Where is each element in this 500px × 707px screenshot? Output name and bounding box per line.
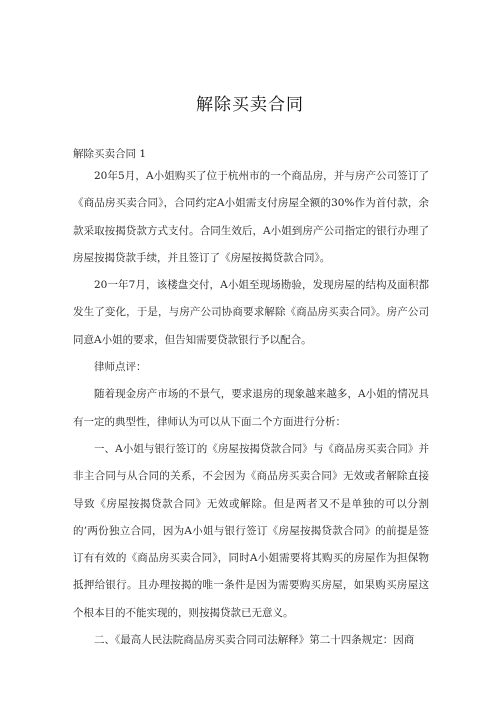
paragraph: 随着现金房产市场的不景气，要求退房的现象越来越多，A小姐的情况具有一定的典型性，律师认为可以从下面二个方面进行分析：	[73, 388, 429, 428]
paragraph: 20年5月，A小姐购买了位于杭州市的一个商品房，并与房产公司签订了《商品房买卖合同》，合同约定A小姐需支付房屋全额的30%作为首付款，余款采取按揭贷款方式支付。合同生效后，A小姐到房产公司指定的银行办理了房屋按揭贷款手续，并且签订了《房屋按揭贷款合同》。	[73, 170, 429, 264]
paragraph: 二、《最高人民法院商品房买卖合同司法解释》第二十四条规定：因商	[94, 634, 415, 647]
paragraph: 律师点评：	[94, 361, 147, 374]
page-title: 解除买卖合同	[196, 95, 304, 115]
paragraph: 一、A小姐与银行签订的《房屋按揭贷款合同》与《商品房买卖合同》并非主合同与从合同的关系，不会因为《商品房买卖合同》无效或者解除直接导致《房屋按揭贷款合同》无效或解除。但是两者又不是单独的可以分割的’两份独立合同，因为A小姐与银行签订《房屋按揭贷款合同》的前提是签订有有效的《商品房买卖合同》，同时A小姐需要将其购买的房屋作为担保物抵押给银行。且办理按揭的唯一条件是因为需要购买房屋，如果购买房屋这个根本目的不能实现的，则按揭贷款已无意义。	[73, 442, 429, 619]
section-heading: 解除买卖合同 1	[73, 148, 147, 160]
paragraph: 20一年7月，该楼盘交付，A小姐至现场勘验，发现房屋的结构及面积都发生了变化，于是，与房产公司协商要求解除《商品房买卖合同》。房产公司同意A小姐的要求，但告知需要贷款银行予以配合。	[73, 279, 429, 346]
document-body	[73, 163, 429, 654]
